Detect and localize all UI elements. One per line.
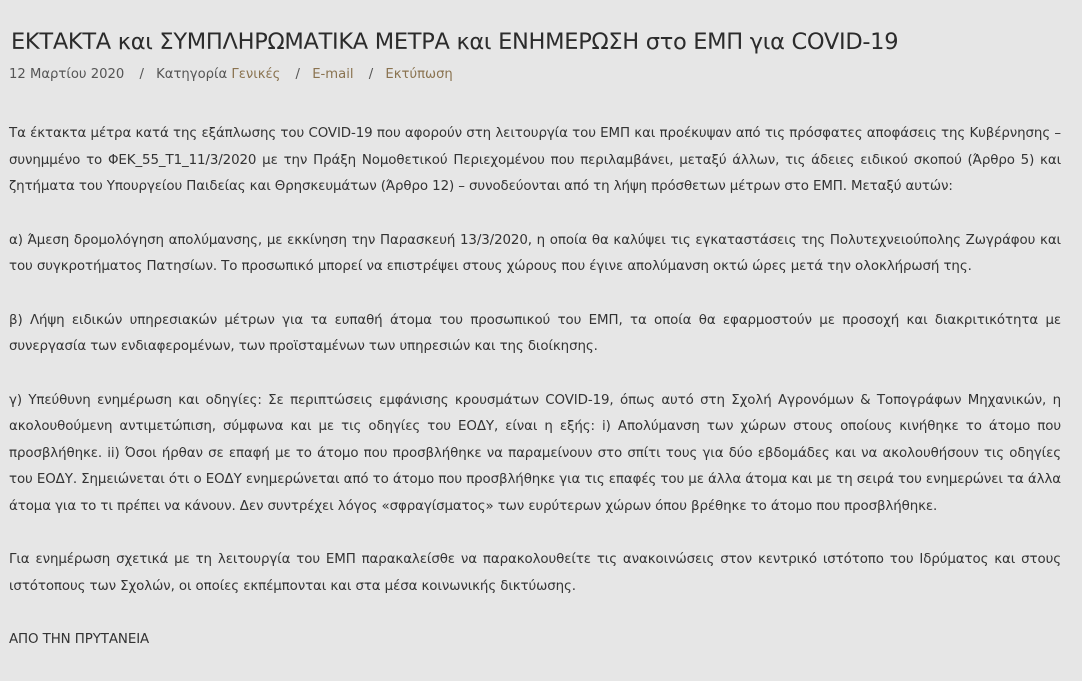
intro-paragraph: Τα έκτακτα μέτρα κατά της εξάπλωσης του COVID-19 που αφορούν στη λειτουργία του ΕΜΠ και προέκυψαν από τις πρόσφατες αποφάσεις της Κυβέρνησης – συνημμένο το ΦΕΚ_55_Τ1_11/3/2020 με την Πράξη Νομοθετικού Περιεχομένου που περιλαμβάνει, μεταξύ άλλων, τις άδειες ειδικού σκοπού (Άρθρο 5) και ζητήματα του Υπουργείου Παιδείας και Θρησκευμάτων (Άρθρο 12) – συνοδεύονται από τη λήψη πρόσθετων μέτρων στο ΕΜΠ. Μεταξύ αυτών: — [9, 126, 1061, 194]
article-meta — [9, 66, 453, 84]
measure-b-paragraph: β) Λήψη ειδικών υπηρεσιακών μέτρων για τα ευπαθή άτομα του προσωπικού του ΕΜΠ, τα οποία θα εφαρμοστούν με προσοχή και διακριτικότητα με συνεργασία των ενδιαφερομένων, των προϊσταμένων των υπηρεσιών και της διοίκησης. — [9, 312, 1061, 354]
category-prefix: Κατηγορία — [156, 67, 228, 82]
closing-paragraph: Για ενημέρωση σχετικά με τη λειτουργία του ΕΜΠ παρακαλείσθε να παρακολουθείτε τις ανακοινώσεις στον κεντρικό ιστότοπο του Ιδρύματος και στους ιστότοπους των Σχολών, οι οποίες εκπέμπονται και στα μέσα κοινωνικής δικτύωσης. — [9, 552, 1061, 594]
signature: ΑΠΟ ΤΗΝ ΠΡΥΤΑΝΕΙΑ — [9, 632, 150, 647]
category-link[interactable]: Γενικές — [231, 67, 281, 82]
email-link[interactable]: E-mail — [312, 67, 354, 82]
measure-a-paragraph: α) Άμεση δρομολόγηση απολύμανσης, με εκκίνηση την Παρασκευή 13/3/2020, η οποία θα καλύψει τις εγκαταστάσεις της Πολυτεχνειούπολης Ζωγράφου και του συγκροτήματος Πατησίων. Το προσωπικό μπορεί να επιστρέψει στους χώρους που έγινε απολύμανση οκτώ ώρες μετά την ολοκλήρωσή της. — [9, 232, 1061, 274]
meta-separator: / — [368, 67, 374, 82]
article-body — [9, 121, 1061, 681]
meta-separator: / — [139, 67, 144, 82]
measure-c-paragraph: γ) Υπεύθυνη ενημέρωση και οδηγίες: Σε περιπτώσεις εμφάνισης κρουσμάτων COVID-19, όπως αυτό στη Σχολή Αγρονόμων & Τοπογράφων Μηχανικών, η ακολουθούμενη αντιμετώπιση, σύμφωνα και με τις οδηγίες του ΕΟΔΥ, είναι η εξής: i) Απολύμανση των χώρων στους οποίους κινήθηκε το άτομο που προσβλήθηκε. ii) Όσοι ήρθαν σε επαφή με το άτομο που προσβλήθηκε να παραμείνουν στο σπίτι τους για δύο εβδομάδες και να ακολουθήσουν τις οδηγίες του ΕΟΔΥ. Σημειώνεται ότι ο ΕΟΔΥ ενημερώνεται από το άτομο που προσβλήθηκε για τις επαφές του με άλλα άτομα και με τη σειρά του ενημερώνει τα άλλα άτομα για το τι πρέπει να κάνουν. Δεν συντρέχει λόγος «σφραγίσματος» των ευρύτερων χώρων όπου βρέθηκε το άτομο που προσβλήθηκε. — [9, 392, 1061, 514]
print-link[interactable]: Εκτύπωση — [385, 67, 453, 82]
article-title: ΕΚΤΑΚΤΑ και ΣΥΜΠΛΗΡΩΜΑΤΙΚΑ ΜΕΤΡΑ και ΕΝΗΜΕΡΩΣΗ στο ΕΜΠ για COVID-19 — [11, 29, 899, 55]
meta-separator: / — [295, 67, 300, 82]
publish-date: 12 Μαρτίου 2020 — [9, 67, 125, 82]
